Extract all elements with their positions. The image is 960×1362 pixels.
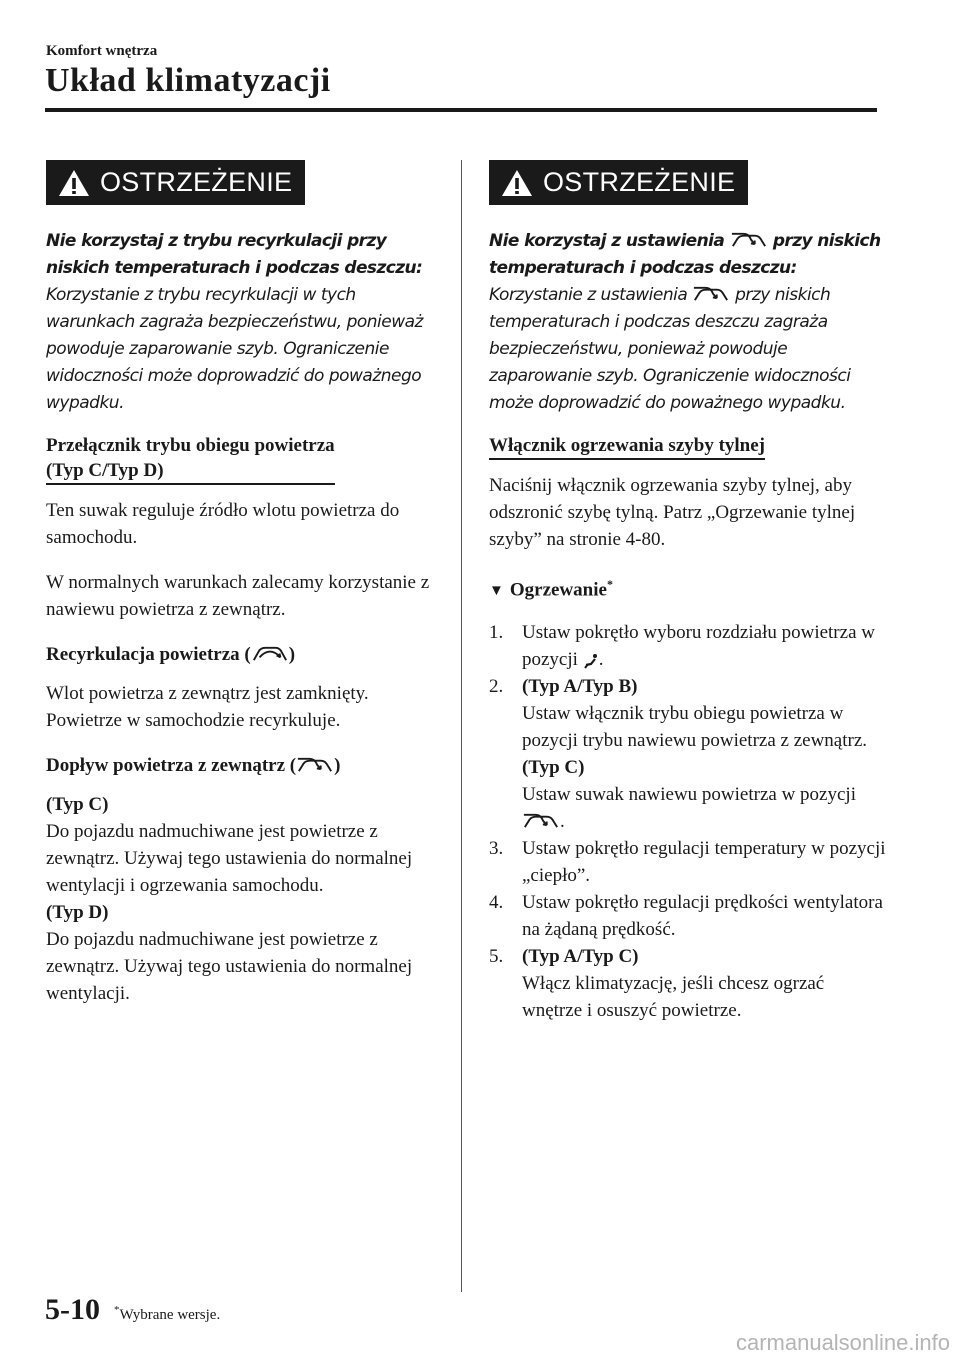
step-number: 3. bbox=[489, 838, 504, 860]
list-item bbox=[489, 835, 889, 889]
fresh-heading-text: Dopływ powietrza z zewnątrz ( bbox=[46, 755, 297, 776]
step-number: 2. bbox=[489, 676, 504, 698]
switch-heading bbox=[46, 433, 335, 485]
step-text: Ustaw włącznik trybu obiegu powietrza w pozycji trybu nawiewu powietrza z zewnątrz. bbox=[522, 703, 868, 752]
heating-title-text: Ogrzewanie bbox=[509, 579, 607, 601]
fresh-air-icon bbox=[522, 810, 560, 831]
step-text-end: . bbox=[598, 649, 604, 671]
step-text-end: . bbox=[560, 811, 565, 833]
recirc-heading bbox=[46, 641, 436, 668]
step-number: 5. bbox=[489, 946, 504, 968]
floor-vent-icon bbox=[583, 653, 599, 669]
warning-text: Korzystanie z trybu recyrkulacji w tych warunkach zagraża bezpieczeństwu, ponieważ powoduje zaparowanie szyb. Ograniczenie widoczności może doprowadzić do poważnego wypadku. bbox=[46, 285, 423, 413]
header-rule bbox=[45, 108, 877, 112]
step-text-part: Ustaw suwak nawiewu powietrza w pozycji bbox=[522, 784, 856, 806]
warning-label: OSTRZEŻENIE bbox=[543, 167, 736, 197]
warning-heading-part: Nie korzystaj z ustawienia bbox=[489, 231, 725, 251]
warning-badge bbox=[489, 160, 748, 205]
fresh-air-icon bbox=[730, 229, 768, 250]
paragraph: Wlot powietrza z zewnątrz jest zamknięty. Powietrze w samochodzie recyrkuluje. bbox=[46, 683, 369, 731]
step-text bbox=[522, 781, 889, 835]
step-text: Ustaw pokrętło regulacji prędkości wentylatora na żądaną prędkość. bbox=[522, 892, 883, 941]
warning-heading bbox=[489, 228, 889, 282]
type-label: (Typ C) bbox=[46, 794, 109, 815]
left-column bbox=[46, 160, 436, 1007]
paragraph: Do pojazdu nadmuchiwane jest powietrze z zewnątrz. Używaj tego ustawienia do normalnej wentylacji. bbox=[46, 929, 413, 1004]
footnote bbox=[114, 1304, 220, 1324]
recirculation-icon bbox=[251, 643, 289, 664]
list-item bbox=[489, 943, 889, 1024]
watermark: carmanualsonline.info bbox=[735, 1330, 950, 1355]
list-item bbox=[489, 889, 889, 943]
defroster-heading: Włącznik ogrzewania szyby tylnej bbox=[489, 433, 765, 460]
heating-section-title bbox=[489, 571, 889, 605]
asterisk: * bbox=[606, 577, 613, 591]
list-item bbox=[489, 619, 889, 673]
fresh-heading-close: ) bbox=[334, 755, 341, 776]
fresh-heading bbox=[46, 752, 436, 779]
footnote-asterisk: * bbox=[114, 1304, 120, 1316]
step-number: 1. bbox=[489, 622, 504, 644]
step-text: Ustaw pokrętło wyboru rozdziału powietrza w pozycji bbox=[522, 622, 875, 671]
warning-text-part: Korzystanie z ustawienia bbox=[489, 285, 688, 305]
fresh-air-icon bbox=[296, 754, 334, 775]
type-label: (Typ C) bbox=[522, 757, 585, 779]
page-number: 5-10 bbox=[45, 1293, 100, 1326]
step-number: 4. bbox=[489, 892, 504, 914]
paragraph: Do pojazdu nadmuchiwane jest powietrze z zewnątrz. Używaj tego ustawienia do normalnej wentylacji i ogrzewania samochodu. bbox=[46, 821, 413, 896]
heating-steps bbox=[489, 619, 889, 1024]
warning-text bbox=[489, 282, 889, 417]
page-title: Układ klimatyzacji bbox=[45, 62, 331, 99]
footnote-text: Wybrane wersje. bbox=[119, 1307, 221, 1323]
fresh-air-icon bbox=[692, 283, 730, 304]
list-item bbox=[489, 673, 889, 835]
type-label: (Typ A/Typ B) bbox=[522, 676, 638, 698]
warning-label: OSTRZEŻENIE bbox=[100, 167, 293, 197]
type-label: (Typ A/Typ C) bbox=[522, 946, 639, 968]
step-text: Ustaw pokrętło regulacji temperatury w pozycji „ciepło”. bbox=[522, 838, 886, 887]
paragraph: W normalnych warunkach zalecamy korzystanie z nawiewu powietrza z zewnątrz. bbox=[46, 572, 430, 620]
warning-icon bbox=[501, 169, 533, 197]
type-label: (Typ D) bbox=[46, 902, 109, 923]
warning-text-part: przy niskich temperaturach i podczas deszczu zagraża bezpieczeństwu, ponieważ powoduje zaparowanie szyb. Ograniczenie widoczności może doprowadzić do poważnego wypadku. bbox=[489, 285, 851, 413]
right-column bbox=[489, 160, 889, 1024]
warning-heading: Nie korzystaj z trybu recyrkulacji przy niskich temperaturach i podczas deszczu: bbox=[46, 231, 423, 278]
recirc-heading-close: ) bbox=[288, 644, 296, 665]
recirc-heading-text: Recyrkulacja powietrza ( bbox=[46, 644, 251, 665]
triangle-bullet-icon: ▼ bbox=[489, 583, 504, 600]
switch-heading-line2: (Typ C/Typ D) bbox=[46, 460, 164, 481]
section-label: Komfort wnętrza bbox=[46, 43, 158, 59]
warning-heading-part: przy niskich temperaturach i podczas deszczu: bbox=[489, 231, 881, 278]
warning-icon bbox=[58, 169, 90, 197]
switch-heading-line1: Przełącznik trybu obiegu powietrza bbox=[46, 435, 335, 456]
step-text: Włącz klimatyzację, jeśli chcesz ogrzać wnętrze i osuszyć powietrze. bbox=[522, 973, 825, 1022]
column-divider bbox=[461, 160, 462, 1292]
warning-badge bbox=[46, 160, 305, 205]
paragraph: Ten suwak reguluje źródło wlotu powietrza do samochodu. bbox=[46, 500, 400, 548]
paragraph: Naciśnij włącznik ogrzewania szyby tylnej, aby odszronić szybę tylną. Patrz „Ogrzewanie tylnej szyby” na stronie 4-80. bbox=[489, 475, 856, 550]
